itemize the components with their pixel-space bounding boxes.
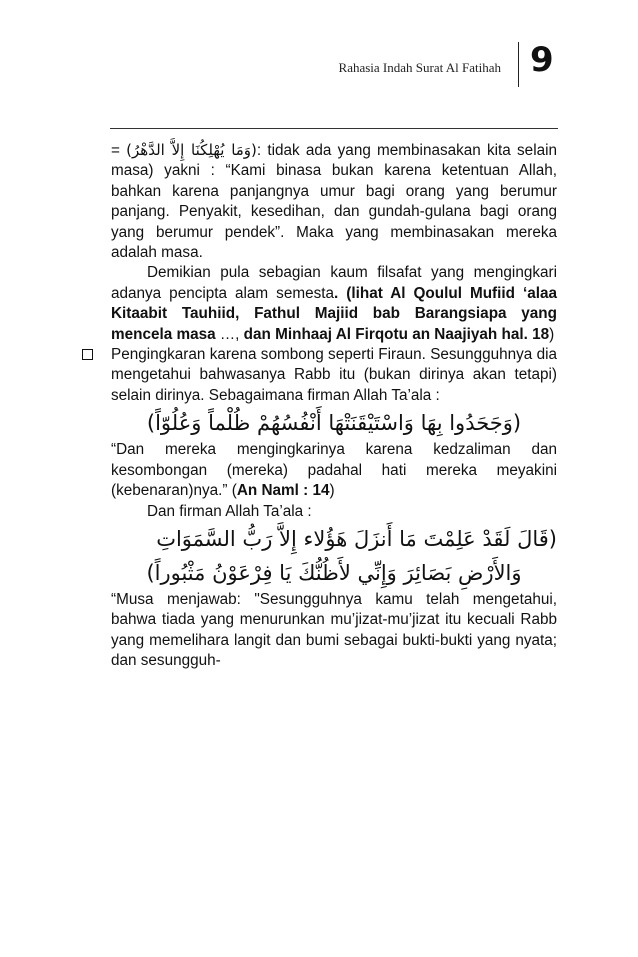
header-divider [518, 42, 519, 87]
close-paren: ) [549, 325, 555, 343]
equals-prefix: = [111, 142, 127, 159]
checkbox-bullet-icon [82, 349, 93, 360]
arabic-verse-2-line-1: (قَالَ لَقَدْ عَلِمْتَ مَا أَنزَلَ هَؤُلاء إِلاَّ رَبُّ السَّمَوَاتِ [156, 526, 557, 551]
page-number: 9 [530, 40, 554, 80]
reference-bold-1: . (lihat Al Qoulul Mufiid ‘alaa Kitaabit Tauhiid, Fathul Majiid bab Barangsiapa yang mencela masa [111, 284, 557, 343]
bullet-text: Pengingkaran karena sombong seperti Firaun. Sesungguhnya dia mengetahui bahwasanya Rabb itu (bukan dirinya akan tetapi) selain dirinya. Sebagaimana firman Allah Ta’ala : [111, 346, 557, 404]
translation-1-text: “Dan mereka mengingkarinya karena kedzaliman dan kesombongan (mereka) padahal hati mereka meyakini (kebenaran)nya.” ( [111, 441, 557, 500]
translation-1 [111, 440, 557, 501]
reference-bold-2: dan Minhaaj Al Firqotu an Naajiyah hal. 18 [243, 325, 550, 343]
paragraph-2 [111, 263, 557, 345]
header-rule [110, 128, 558, 129]
paragraph-2-text: Demikian pula sebagian kaum filsafat yang mengingkari adanya pencipta alam semesta [111, 264, 557, 302]
firman-intro: Dan firman Allah Ta’ala : [147, 502, 312, 520]
paragraph-1 [111, 140, 557, 263]
arabic-verse-2-line-2: وَالأَرْضِ بَصَائِرَ وَإِنِّي لأَظُنُّكَ يَا فِرْعَوْنُ مَثْبُوراً) [146, 560, 522, 585]
verse-reference: An Naml : 14 [236, 482, 330, 500]
paragraph-1-text: : tidak ada yang membinasakan kita selain masa) yakni : “Kami binasa bukan karena ketentuan Allah, bahkan karena panjangnya umur bagi orang yang berumur panjang. Penyakit, kesedihan, dan gundah-gulana bagi orang yang berumur pendek”. Maka yang membinasakan mereka adalah masa. [111, 142, 558, 262]
arabic-inline-quote: (وَمَا يُهْلِكُنَا إِلاَّ الدَّهْرُ) [126, 141, 257, 159]
running-header-title: Rahasia Indah Surat Al Fatihah [338, 60, 501, 75]
arabic-verse-1: (وَجَحَدُوا بِهَا وَاسْتَيْقَنَتْهَا أَنْفُسُهُمْ ظُلْماً وَعُلُوّاً) [146, 411, 522, 436]
ellipsis-text: …, [215, 325, 244, 343]
page-body [111, 140, 557, 672]
translation-2: “Musa menjawab: "Sesungguhnya kamu telah mengetahui, bahwa tiada yang menurunkan mu’jizat-mu’jizat itu kecuali Rabb yang memelihara langit dan bumi sebagai bukti-bukti yang nyata; dan sesungguh- [111, 590, 557, 670]
translation-1-end: ) [329, 482, 335, 500]
bullet-item [111, 345, 557, 406]
